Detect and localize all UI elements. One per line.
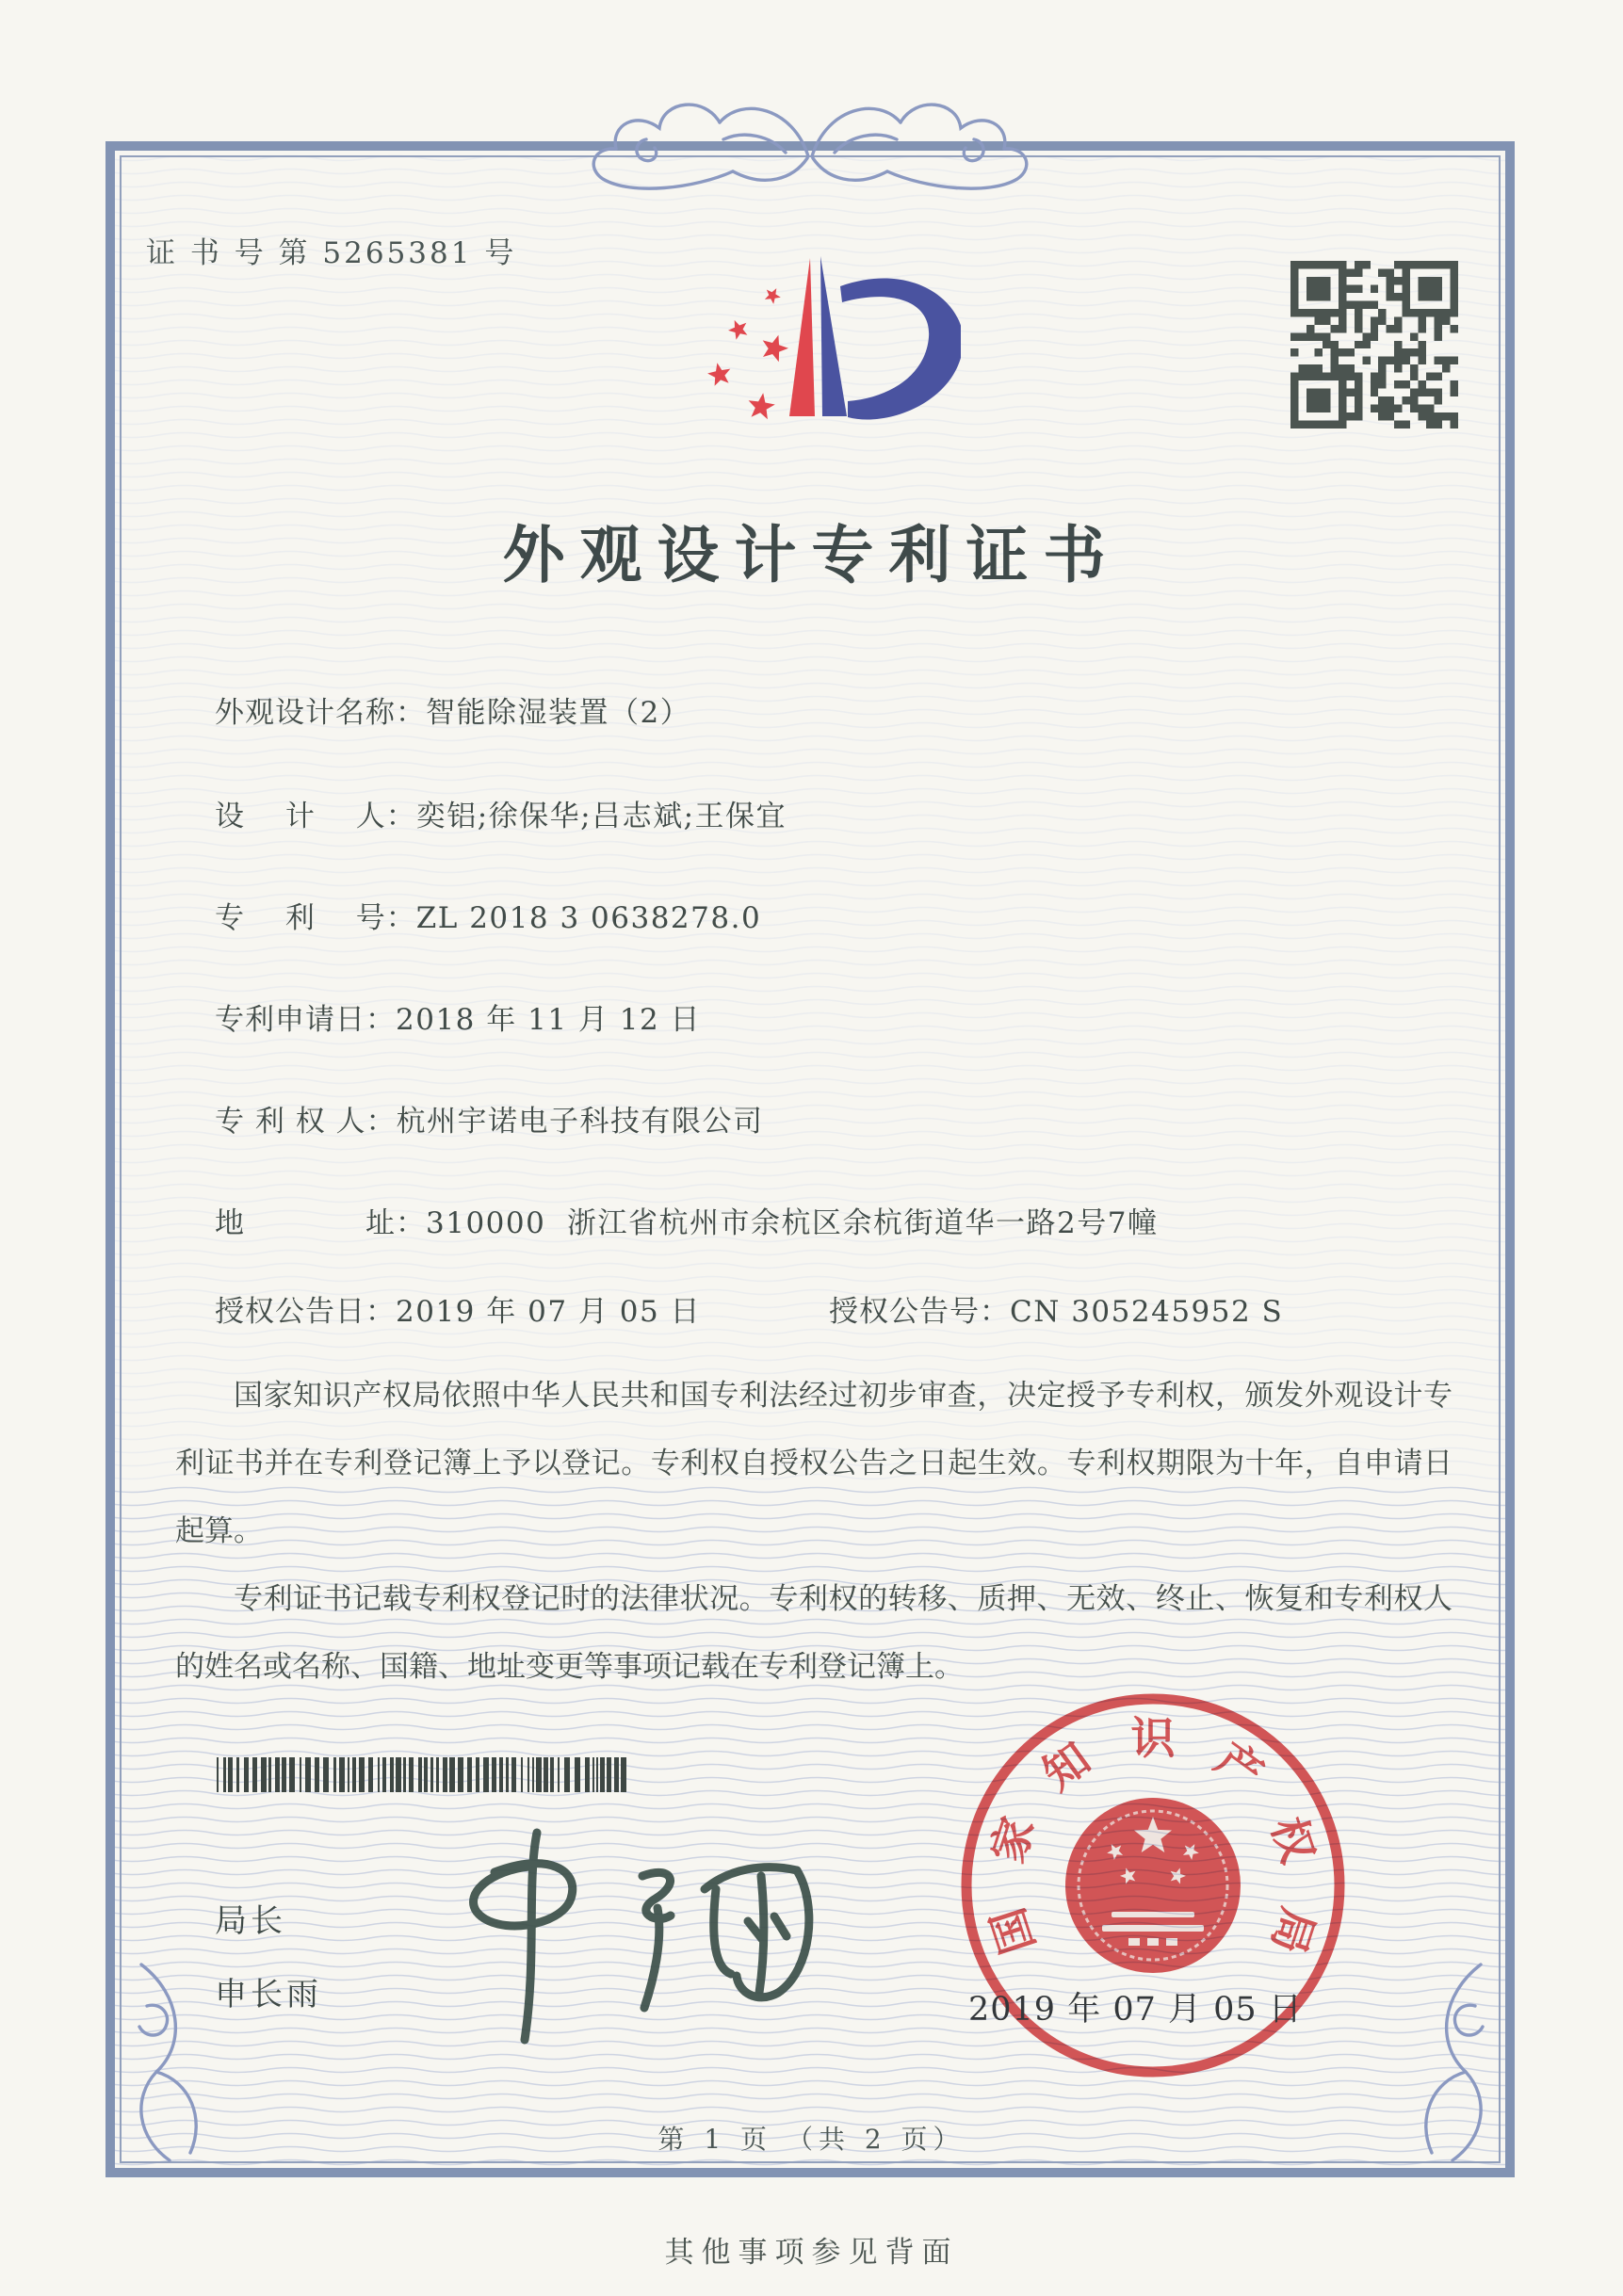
director-name: 申长雨 — [215, 1976, 322, 2013]
field-value: 2018 年 11 月 12 日 — [396, 1003, 702, 1037]
field-value: 杭州宇诺电子科技有限公司 — [396, 1105, 764, 1139]
field-designers — [215, 799, 787, 835]
field-label: 授权公告号： — [829, 1295, 1010, 1329]
field-filing-date — [215, 1002, 701, 1039]
svg-text:局: 局 — [1260, 1901, 1324, 1960]
director-title-label: 局长 — [215, 1902, 286, 1940]
certificate-number: 证 书 号 第 5265381 号 — [146, 236, 517, 270]
field-label: 地 址： — [215, 1206, 426, 1240]
top-flourish-ornament-icon — [556, 81, 1064, 207]
field-grant-date — [215, 1294, 701, 1331]
field-label: 设 计 人： — [215, 800, 416, 833]
field-label: 专利申请日： — [215, 1003, 396, 1037]
page-number-footer: 第 1 页 （共 2 页） — [657, 2124, 966, 2155]
field-address — [215, 1205, 1159, 1242]
field-value: 2019 年 07 月 05 日 — [396, 1295, 702, 1329]
field-patent-number — [215, 900, 761, 937]
svg-text:知: 知 — [1033, 1733, 1100, 1802]
svg-text:权: 权 — [1260, 1811, 1324, 1869]
legal-text-block — [175, 1362, 1453, 1701]
field-value: 310000 浙江省杭州市余杭区余杭街道华一路2号7幢 — [426, 1206, 1159, 1240]
qr-code — [1290, 261, 1458, 428]
field-label: 外观设计名称： — [215, 696, 426, 730]
page-title: 外观设计专利证书 — [502, 518, 1121, 591]
field-value: 奕铝;徐保华;吕志斌;王保宜 — [415, 800, 787, 833]
field-label: 授权公告日： — [215, 1295, 396, 1329]
field-grant-number — [829, 1294, 1283, 1331]
legal-paragraph-1: 国家知识产权局依照中华人民共和国专利法经过初步审查，决定授予专利权，颁发外观设计专利证书并在专利登记簿上予以登记。专利权自授权公告之日起生效。专利权期限为十年，自申请日起算。 — [175, 1379, 1453, 1548]
see-reverse-note: 其他事项参见背面 — [664, 2236, 959, 2270]
svg-text:家: 家 — [982, 1811, 1046, 1869]
cnipa-patent-logo-icon — [699, 232, 961, 456]
svg-text:产: 产 — [1206, 1733, 1273, 1802]
svg-text:国: 国 — [982, 1901, 1046, 1960]
field-label: 专 利 权 人： — [215, 1105, 397, 1139]
field-value: CN 305245952 S — [1010, 1295, 1284, 1329]
legal-paragraph-2: 专利证书记载专利权登记时的法律状况。专利权的转移、质押、无效、终止、恢复和专利权人的姓名或名称、国籍、地址变更等事项记载在专利登记簿上。 — [175, 1582, 1453, 1684]
field-design-name — [215, 695, 690, 732]
field-value: ZL 2018 3 0638278.0 — [415, 901, 762, 935]
barcode — [217, 1757, 628, 1792]
svg-text:识: 识 — [1130, 1713, 1176, 1765]
seal-date: 2019 年 07 月 05 日 — [968, 1991, 1303, 2029]
field-value: 智能除湿装置（2） — [426, 696, 691, 730]
director-signature — [405, 1818, 838, 2053]
field-label: 专 利 号： — [215, 901, 416, 935]
field-patentee — [215, 1104, 764, 1140]
